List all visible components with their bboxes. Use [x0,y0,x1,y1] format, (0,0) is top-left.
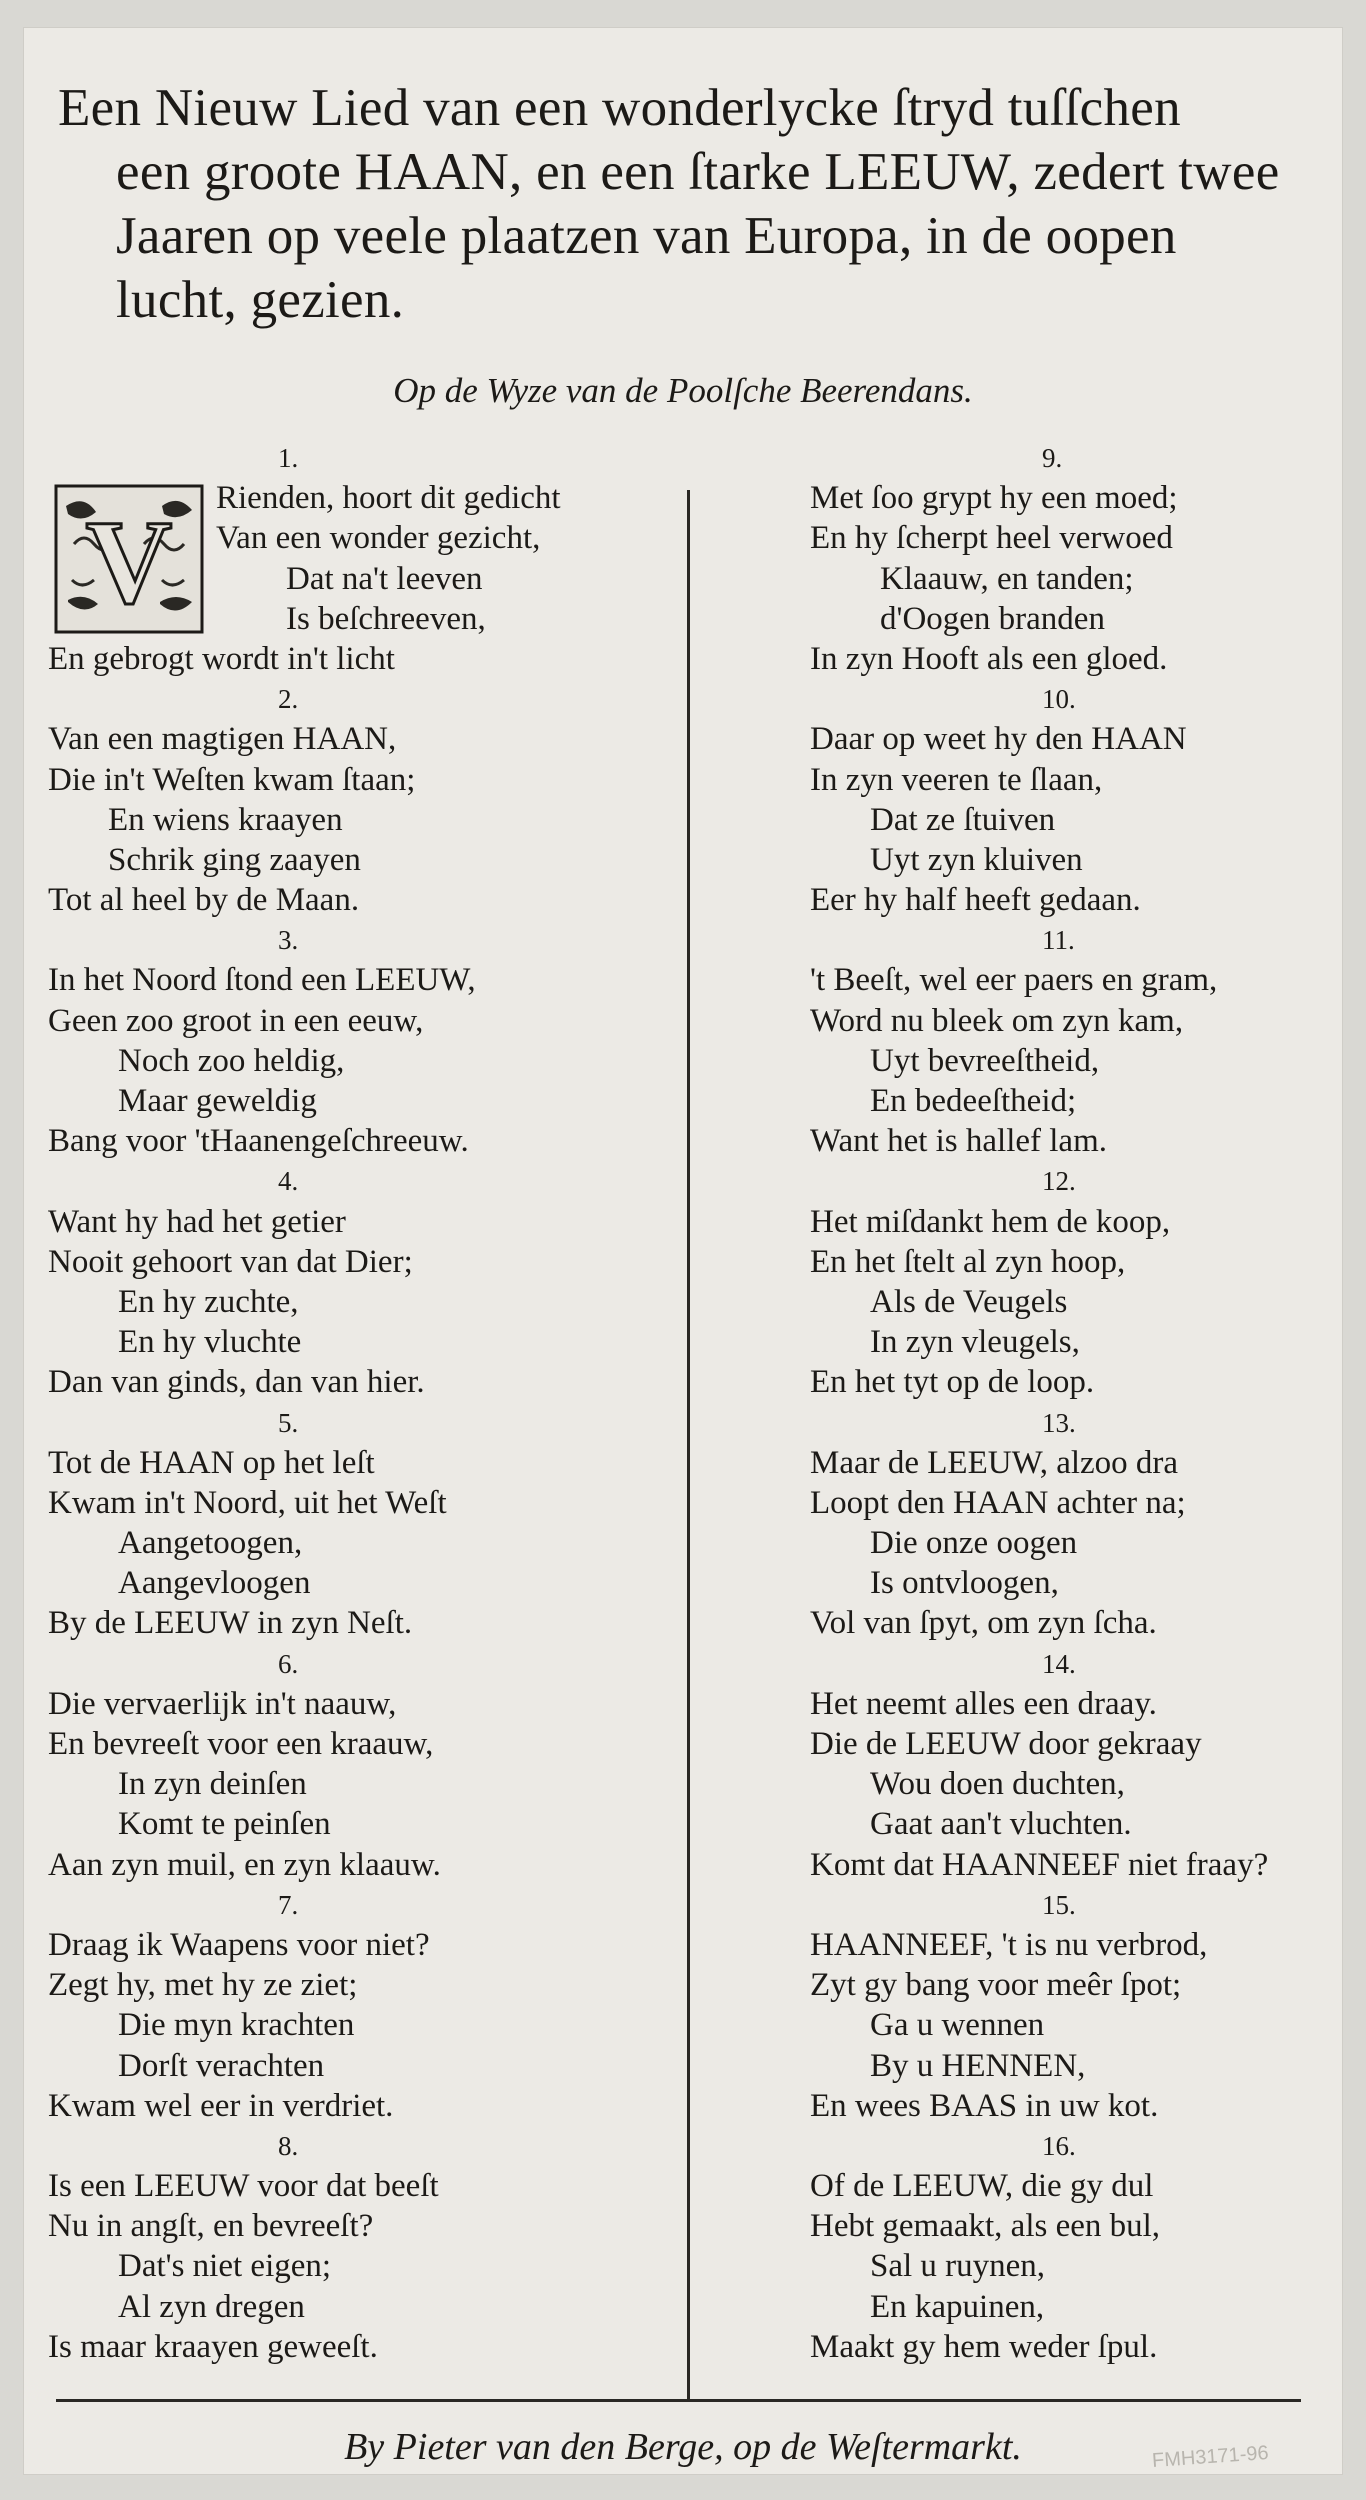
verse-line: Van een wonder gezicht, [216,520,541,557]
verse-line: Gaat aan't vluchten. [870,1806,1132,1843]
verse-line: d'Oogen branden [880,600,1105,637]
verse-line: In zyn deinſen [118,1766,307,1803]
verse-line: Daar op weet hy den HAAN [810,721,1187,758]
verse-line: Hebt gemaakt, als een bul, [810,2208,1161,2245]
stanza-number: 15. [1042,1889,1076,1920]
verse-line: Sal u ruynen, [870,2248,1046,2285]
verse-line: Wou doen duchten, [870,1766,1125,1803]
verse-line: Klaauw, en tanden; [880,560,1134,597]
verse-line: Zyt gy bang voor meêr ſpot; [810,1967,1182,2004]
verse-line: In het Noord ſtond een LEEUW, [48,962,476,999]
verse-line: By u HENNEN, [870,2047,1086,2084]
stanza-number: 10. [1042,684,1076,715]
left-column [48,438,688,2367]
verse-line: Nooit gehoort van dat Dier; [48,1243,413,1280]
verse-line: In zyn veeren te ſlaan, [810,761,1103,798]
bottom-rule [56,2399,1301,2402]
stanza-number: 5. [278,1407,299,1438]
verse-line: Geen zoo groot in een eeuw, [48,1002,424,1039]
verse-line: Loopt den HAAN achter na; [810,1484,1186,1521]
broadside-sheet [24,28,1342,2474]
stanza-number: 1. [278,443,299,473]
verse-line: By de LEEUW in zyn Neſt. [48,1605,413,1642]
verse-line: Het neemt alles een draay. [810,1685,1157,1722]
verse-line: Kwam in't Noord, uit het Weſt [48,1484,447,1521]
verse-line: Maar de LEEUW, alzoo dra [810,1444,1179,1481]
decorated-initial-v-icon [54,484,204,634]
verse-line: Ga u wennen [870,2007,1045,2044]
verse-line: Kwam wel eer in verdriet. [48,2087,394,2124]
inventory-mark: FMH3171-96 [1151,2441,1270,2473]
stanza-number: 13. [1042,1407,1076,1438]
stanza-13 [810,1403,1330,1644]
title-line-2: een groote HAAN, en een ſtarke LEEUW, zedert twee [116,143,1280,201]
verse-line: Aangetoogen, [118,1525,303,1562]
verse-line: Aan zyn muil, en zyn klaauw. [48,1846,441,1883]
verse-line: Maakt gy hem weder ſpul. [810,2328,1158,2365]
verse-line: Van een magtigen HAAN, [48,721,397,758]
verse-line: Of de LEEUW, die gy dul [810,2168,1154,2205]
verse-line: En bedeeſtheid; [870,1083,1077,1119]
stanza-12 [810,1161,1330,1402]
verse-line: Die myn krachten [118,2007,355,2044]
stanza-number: 8. [278,2130,299,2161]
verse-line: Komt te peinſen [118,1806,331,1843]
stanza-number: 6. [278,1648,299,1679]
stanza-number: 7. [278,1889,299,1920]
verse-line: En hy ſcherpt heel verwoed [810,520,1173,557]
stanza-number: 12. [1042,1166,1076,1197]
verse-line: Dat na't leeven [286,560,483,597]
verse-line: Komt dat HAANNEEF niet fraay? [810,1846,1269,1883]
verse-line: Die de LEEUW door gekraay [810,1726,1202,1762]
stanza-9 [810,438,1330,679]
stanza-7 [48,1885,688,2126]
verse-line: Noch zoo heldig, [118,1042,345,1079]
stanza-15 [810,1885,1330,2126]
stanza-number: 4. [278,1166,299,1197]
stanza-number: 16. [1042,2130,1076,2161]
melody-subtitle: Op de Wyze van de Poolſche Beerendans. [393,371,973,410]
verse-line: Aangevloogen [118,1565,311,1602]
verse-line: En wiens kraayen [108,801,343,838]
stanza-number: 9. [1042,443,1063,473]
verse-line: Dat's niet eigen; [118,2248,332,2285]
stanza-number: 3. [278,925,299,956]
verse-line: Die in't Weſten kwam ſtaan; [48,761,416,798]
stanza-11 [810,920,1330,1161]
verse-line: En het tyt op de loop. [810,1364,1095,1401]
stanza-8 [48,2126,688,2367]
song-title [58,76,1328,332]
verse-line: Is een LEEUW voor dat beeſt [48,2168,439,2205]
verse-line: En gebrogt wordt in't licht [48,640,395,677]
title-line-1: Een Nieuw Lied van een wonderlycke ſtryd tuſſchen [58,79,1181,137]
stanza-number: 11. [1042,925,1075,956]
verse-line: Al zyn dregen [118,2288,305,2325]
verse-line: Draag ik Waapens voor niet? [48,1926,430,1963]
verse-line: Rienden, hoort dit gedicht [216,480,561,517]
stanza-number: 2. [278,684,299,715]
stanza-number: 14. [1042,1648,1076,1679]
stanza-16 [810,2126,1330,2367]
stanza-2 [48,679,688,920]
verse-line: Die onze oogen [870,1525,1078,1562]
right-column [810,438,1330,2367]
verse-line: Eer hy half heeft gedaan. [810,882,1141,919]
verse-line: Word nu bleek om zyn kam, [810,1002,1184,1039]
printer-imprint: By Pieter van den Berge, op de Weſtermarkt. [344,2426,1022,2468]
verse-line: En kapuinen, [870,2288,1045,2325]
stanza-5 [48,1403,688,1644]
verse-line: Dan van ginds, dan van hier. [48,1364,425,1401]
verse-line: Met ſoo grypt hy een moed; [810,480,1178,517]
stanza-1 [48,438,688,679]
verse-line: En hy vluchte [118,1324,302,1361]
verse-line: Die vervaerlijk in't naauw, [48,1685,397,1722]
stanza-4 [48,1161,688,1402]
verse-line: Dat ze ſtuiven [870,801,1056,838]
verse-line: Het miſdankt hem de koop, [810,1203,1171,1240]
verse-line: Bang voor 'tHaanengeſchreeuw. [48,1123,469,1160]
verse-line: HAANNEEF, 't is nu verbrod, [810,1926,1208,1963]
verse-line: Want het is hallef lam. [810,1123,1107,1160]
verse-line: Maar geweldig [118,1083,317,1119]
verse-line: Vol van ſpyt, om zyn ſcha. [810,1605,1157,1642]
verse-line: Uyt zyn kluiven [870,841,1083,878]
svg-text:V: V [85,495,173,628]
verse-line: Uyt bevreeſtheid, [870,1042,1100,1079]
verse-line: Want hy had het getier [48,1203,346,1240]
verse-line: Schrik ging zaayen [108,841,361,878]
verse-line: En wees BAAS in uw kot. [810,2087,1159,2124]
stanza-6 [48,1644,688,1885]
verse-line: Is ontvloogen, [870,1565,1059,1602]
verse-line: Dorſt verachten [118,2047,325,2084]
verse-line: Nu in angſt, en bevreeſt? [48,2208,374,2245]
verse-line: En het ſtelt al zyn hoop, [810,1243,1126,1280]
title-line-4: lucht, gezien. [116,271,405,329]
verse-line: 't Beeſt, wel eer paers en gram, [810,962,1218,999]
stanza-14 [810,1644,1330,1885]
verse-line: In zyn vleugels, [870,1324,1080,1361]
verse-line: En hy zuchte, [118,1283,299,1320]
verse-line: Is maar kraayen geweeſt. [48,2328,378,2365]
verse-line: In zyn Hooft als een gloed. [810,640,1168,677]
verse-line: Is beſchreeven, [286,600,486,637]
verse-line: Tot al heel by de Maan. [48,882,360,919]
verse-line: Zegt hy, met hy ze ziet; [48,1967,358,2004]
column-divider [687,490,690,2400]
stanza-3 [48,920,688,1161]
verse-line: En bevreeſt voor een kraauw, [48,1726,434,1762]
stanza-10 [810,679,1330,920]
verse-line: Als de Veugels [870,1283,1068,1320]
title-line-3: Jaaren op veele plaatzen van Europa, in de oopen [116,207,1177,265]
verse-line: Tot de HAAN op het leſt [48,1444,375,1481]
